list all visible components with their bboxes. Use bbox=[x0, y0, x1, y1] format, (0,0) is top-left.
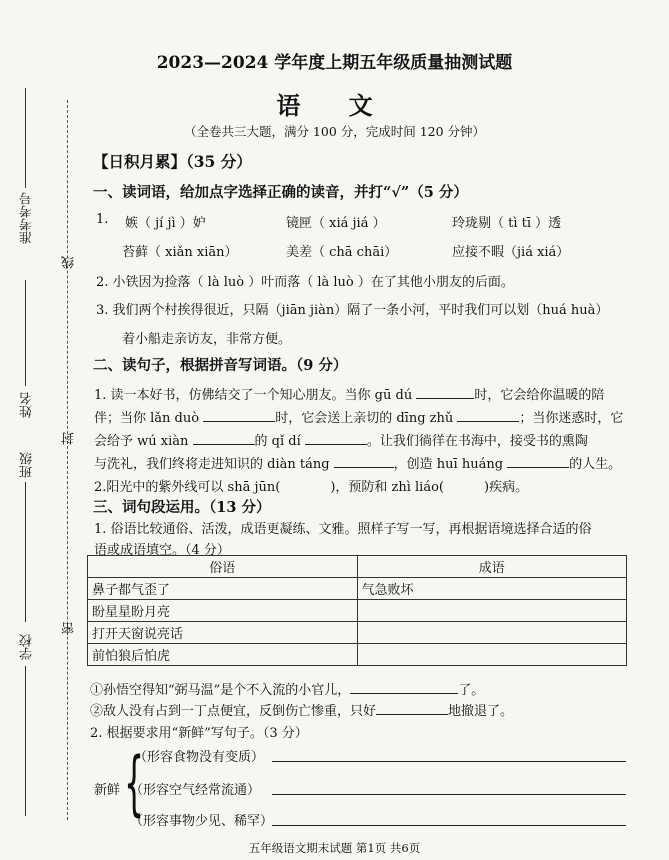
table-header: 成语 bbox=[357, 556, 627, 578]
brace-icon: { bbox=[124, 742, 145, 824]
page-footer: 五年级语文期末试题 第1页 共6页 bbox=[248, 841, 421, 855]
fill-text: ①孙悟空得知“弼马温”是个不入流的小官儿， bbox=[90, 683, 351, 698]
q2-text: 时，它会送上亲切的 dīng zhǔ bbox=[275, 411, 458, 426]
exam-note: （全卷共三大题，满分 100 分，完成时间 120 分钟） bbox=[183, 124, 486, 139]
margin-secret-char: 密 bbox=[62, 622, 77, 635]
hint-1: （形容食物没有变质） bbox=[134, 750, 265, 765]
q2-text: )疾病。 bbox=[484, 480, 529, 495]
q1-word-3: 玲珑剔（ tì tī ）透 bbox=[452, 216, 562, 231]
fill-text: 了。 bbox=[458, 683, 485, 698]
writing-line-3[interactable] bbox=[272, 825, 626, 826]
answer-blank[interactable] bbox=[507, 455, 569, 468]
margin-line-char: 线 bbox=[62, 256, 77, 269]
q2-line-4 bbox=[94, 453, 621, 472]
q1-line-2: 2. 小铁因为捡落（ là luò ）叶而落（ là luò ）在了其他小朋友的后面。 bbox=[96, 275, 514, 290]
q3-heading: 三、词句段运用。（13 分） bbox=[93, 499, 271, 516]
writing-line-1[interactable] bbox=[272, 761, 626, 762]
table-cell-saying: 盼星星盼月亮 bbox=[88, 600, 358, 622]
name-label: 姓名 bbox=[20, 392, 35, 418]
table-row bbox=[88, 600, 627, 622]
q2-text: )，预防和 zhì liáo( bbox=[330, 480, 444, 495]
school-writing-line bbox=[25, 666, 26, 816]
q1-heading: 一、读词语，给加点字选择正确的读音，并打“√”（5 分） bbox=[93, 184, 468, 201]
table-cell-saying: 鼻子都气歪了 bbox=[88, 578, 358, 600]
q2-text: 时，它会给你温暖的陪 bbox=[474, 388, 605, 403]
section-heading: 【日积月累】（35 分） bbox=[93, 152, 252, 171]
q2-text: 伴；当你 lǎn duò bbox=[94, 411, 204, 426]
writing-line-2[interactable] bbox=[272, 794, 626, 795]
class-label: 班级 bbox=[20, 452, 35, 478]
table-cell-idiom: 气急败坏 bbox=[357, 578, 627, 600]
q2-heading: 二、读句子，根据拼音写词语。（9 分） bbox=[93, 357, 348, 374]
q2-text: 。让我们徜徉在书海中，接受书的熏陶 bbox=[366, 434, 588, 449]
q2-text: 2.阳光中的紫外线可以 shā jūn( bbox=[94, 480, 281, 495]
fill-text: 地撤退了。 bbox=[448, 704, 514, 719]
q2-line-5 bbox=[94, 476, 528, 495]
q3-2-intro: 2. 根据要求用“新鲜”写句子。（3 分） bbox=[90, 726, 308, 741]
target-word: 新鲜 bbox=[94, 783, 121, 798]
binding-dashed-line bbox=[67, 100, 68, 820]
q2-text: ；当你迷惑时，它 bbox=[519, 411, 624, 426]
fill-sentence-2 bbox=[90, 700, 513, 719]
answer-blank[interactable] bbox=[457, 409, 519, 422]
q2-text: 的 qǐ dí bbox=[254, 434, 305, 449]
answer-blank[interactable] bbox=[416, 386, 474, 399]
answer-blank[interactable] bbox=[350, 681, 458, 694]
table-cell-saying: 打开天窗说亮话 bbox=[88, 622, 358, 644]
fill-text: ②敌人没有占到一丁点便宜，反倒伤亡惨重，只好 bbox=[90, 704, 377, 719]
q1-item-no: 1. bbox=[96, 212, 109, 227]
table-header-row bbox=[88, 556, 627, 578]
class-writing-line bbox=[25, 482, 26, 622]
q2-text: 的人生。 bbox=[569, 457, 622, 472]
name-writing-line bbox=[25, 280, 26, 386]
q3-intro-1: 1. 俗语比较通俗、活泼，成语更凝练、文雅。照样子写一写，再根据语境选择合适的俗 bbox=[94, 522, 592, 537]
margin-seal-char: 封 bbox=[62, 432, 77, 445]
q2-text: ，创造 huī huáng bbox=[393, 457, 508, 472]
school-label: 学校 bbox=[20, 634, 35, 660]
q1-line-3a: 3. 我们两个村挨得很近，只隔（jiān jiàn）隔了一条小河，平时我们可以划（huá huà） bbox=[96, 303, 609, 318]
q1-word-6: 应接不暇（jiá xiá） bbox=[452, 245, 570, 260]
table-row bbox=[88, 644, 627, 666]
table-cell-idiom[interactable] bbox=[357, 600, 627, 622]
answer-blank[interactable] bbox=[305, 432, 367, 445]
q1-word-5: 美差（ chā chāi） bbox=[286, 245, 398, 260]
q2-text: 1. 读一本好书，仿佛结交了一个知心朋友。当你 gū dú bbox=[94, 388, 417, 403]
hint-2: （形容空气经常流通） bbox=[130, 783, 261, 798]
exam-no-writing-line bbox=[25, 88, 26, 188]
answer-blank[interactable] bbox=[376, 702, 448, 715]
idiom-table bbox=[87, 555, 627, 666]
exam-title: 2023—2024 学年度上期五年级质量抽测试题 bbox=[156, 53, 513, 73]
q3-intro-2: 语或成语填空。（4 分） bbox=[94, 543, 230, 558]
table-row bbox=[88, 578, 627, 600]
fill-sentence-1 bbox=[90, 679, 484, 698]
q1-word-2: 镜匣（ xiá jiá ） bbox=[286, 216, 386, 231]
q2-text: 会给予 wú xiàn bbox=[94, 434, 193, 449]
subject-title: 语 文 bbox=[276, 91, 393, 120]
table-cell-saying: 前怕狼后怕虎 bbox=[88, 644, 358, 666]
table-header: 俗语 bbox=[88, 556, 358, 578]
exam-no-label: 准考考号 bbox=[20, 192, 35, 244]
hint-3: （形容事物少见、稀罕） bbox=[130, 814, 274, 829]
q1-line-3b: 着小船走亲访友，非常方便。 bbox=[122, 332, 292, 347]
answer-blank[interactable] bbox=[203, 409, 275, 422]
q1-word-4: 苔藓（ xiǎn xiān） bbox=[122, 245, 238, 260]
answer-blank[interactable] bbox=[334, 455, 394, 468]
q2-text: 与洗礼，我们终将走进知识的 diàn táng bbox=[94, 457, 334, 472]
answer-blank[interactable] bbox=[193, 432, 255, 445]
table-cell-idiom[interactable] bbox=[357, 644, 627, 666]
q1-word-1: 嫉（ jí jì ）妒 bbox=[125, 216, 206, 231]
q2-line-1 bbox=[94, 384, 604, 403]
table-cell-idiom[interactable] bbox=[357, 622, 627, 644]
table-row bbox=[88, 622, 627, 644]
q2-line-2 bbox=[94, 407, 623, 426]
q2-line-3 bbox=[94, 430, 588, 449]
